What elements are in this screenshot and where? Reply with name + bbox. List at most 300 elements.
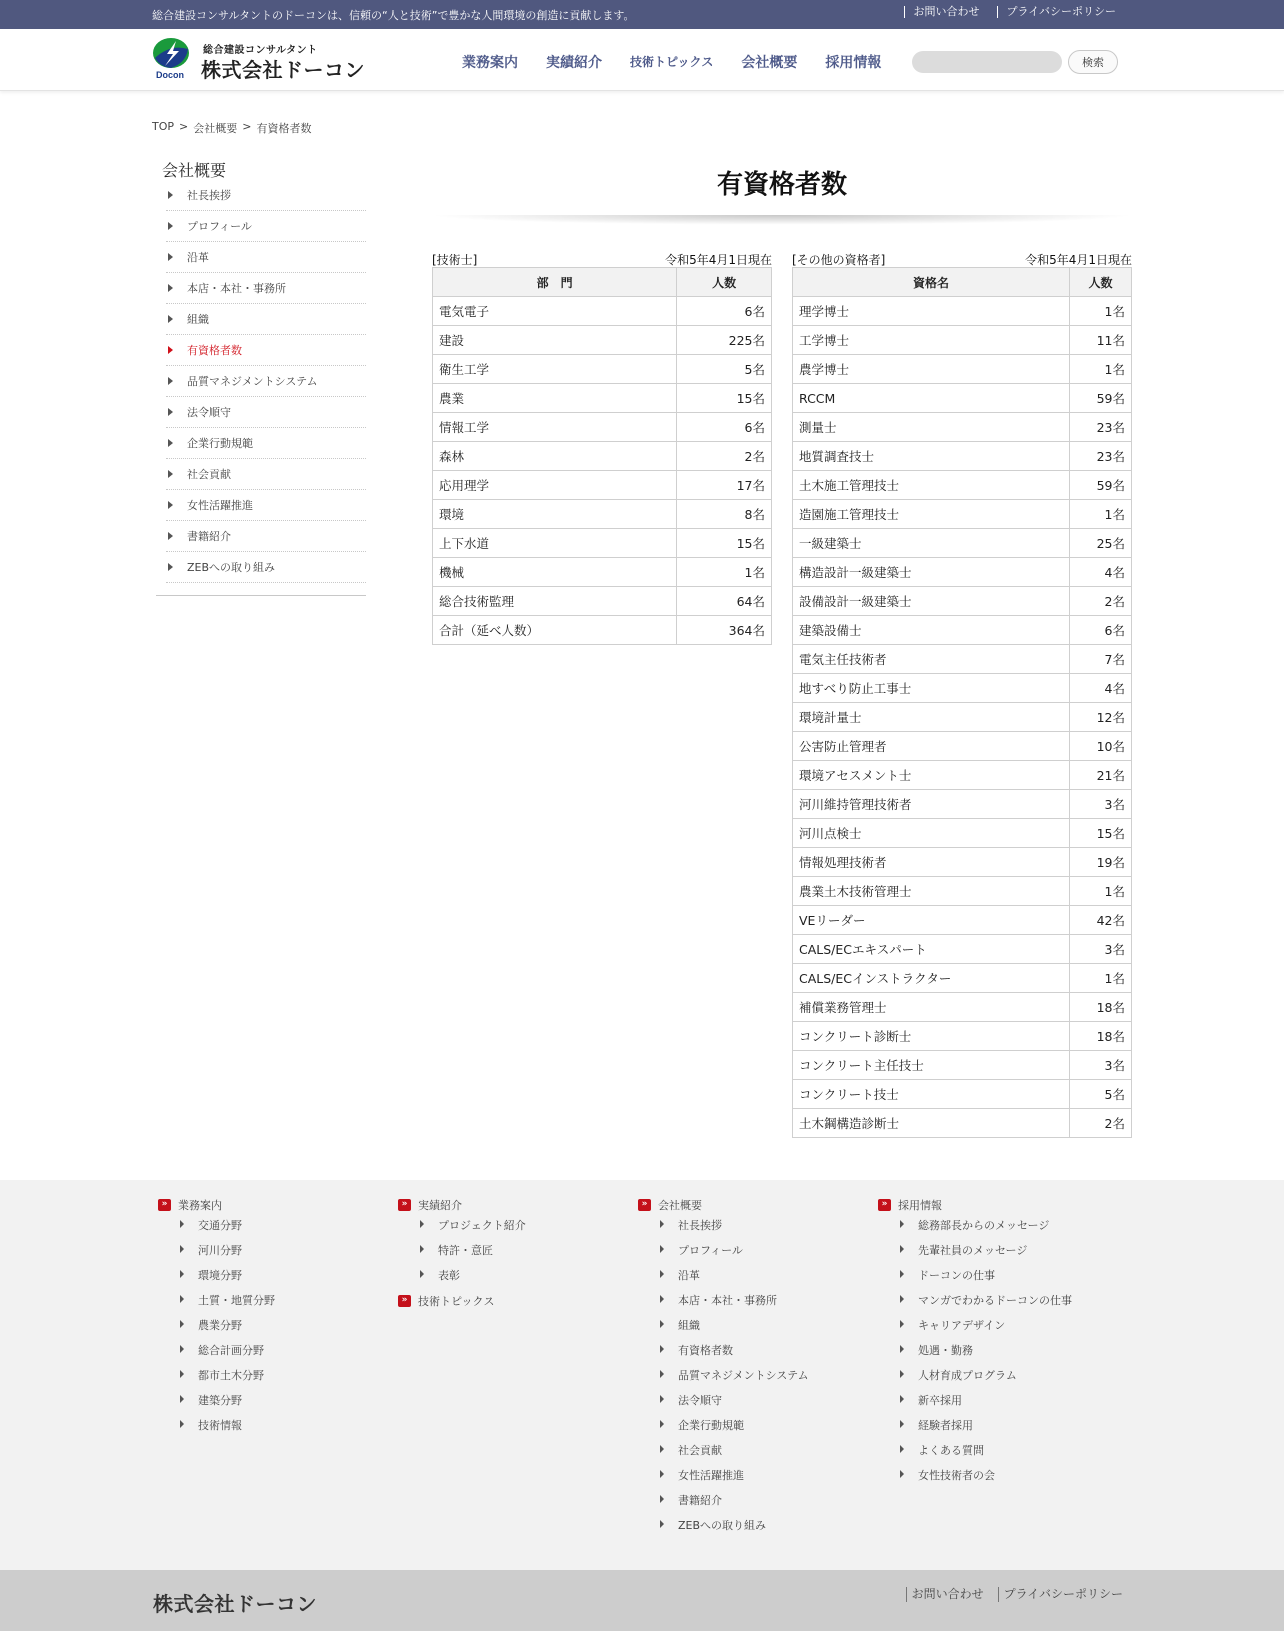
- qualification-name-cell: 環境アセスメント士: [793, 761, 1070, 790]
- sidebar-item[interactable]: [166, 273, 366, 304]
- qualification-name-cell: 構造設計一級建築士: [793, 558, 1070, 587]
- sitemap-heading-label: 採用情報: [898, 1199, 942, 1212]
- table-row: [793, 674, 1132, 703]
- sitemap-link[interactable]: [878, 1344, 1098, 1369]
- site-tagline: 総合建設コンサルタントのドーコンは、信頼の“人と技術”で豊かな人間環境の創造に貢献します。: [152, 9, 635, 22]
- caret-right-icon: [900, 1420, 904, 1428]
- column-header: 部 門: [433, 268, 677, 297]
- sitemap-link[interactable]: [158, 1294, 378, 1319]
- sitemap-link[interactable]: [638, 1494, 858, 1519]
- caret-right-icon: [180, 1370, 184, 1378]
- caret-right-icon: [660, 1470, 664, 1478]
- sidebar-item-label: 社長挨拶: [187, 189, 231, 202]
- sitemap-column: [638, 1199, 858, 1544]
- sitemap-link[interactable]: [878, 1369, 1098, 1394]
- sitemap-heading-label: 会社概要: [658, 1199, 702, 1212]
- qualification-name-cell: 環境: [433, 500, 677, 529]
- sitemap-link[interactable]: [638, 1469, 858, 1494]
- sitemap-link-label: 土質・地質分野: [198, 1294, 275, 1307]
- sitemap-link-label: プロジェクト紹介: [438, 1219, 526, 1232]
- logo-mark-text: Docon: [156, 70, 184, 80]
- sidebar-item[interactable]: [166, 366, 366, 397]
- sitemap-link[interactable]: [878, 1419, 1098, 1444]
- sitemap-link-label: 企業行動規範: [678, 1419, 744, 1432]
- table-row: [793, 645, 1132, 674]
- caret-right-icon: [900, 1320, 904, 1328]
- headcount-cell: 25名: [1070, 529, 1132, 558]
- caret-right-icon: [168, 191, 173, 199]
- table-row: [433, 384, 772, 413]
- sidebar: [152, 158, 368, 596]
- sitemap-heading[interactable]: [158, 1199, 378, 1213]
- sidebar-title: 会社概要: [162, 161, 227, 180]
- headcount-cell: 1名: [1070, 355, 1132, 384]
- caret-right-icon: [660, 1520, 664, 1528]
- sitemap-link-label: ZEBへの取り組み: [678, 1519, 767, 1532]
- table-row: [433, 442, 772, 471]
- table-row: [793, 877, 1132, 906]
- sitemap-link-label: 組織: [678, 1319, 700, 1332]
- qualification-name-cell: 情報処理技術者: [793, 848, 1070, 877]
- other-qualification-table: [792, 267, 1132, 1138]
- sitemap-link[interactable]: [638, 1219, 858, 1244]
- caret-right-icon: [168, 532, 173, 540]
- headcount-cell: 1名: [1070, 500, 1132, 529]
- sitemap-link-label: 社長挨拶: [678, 1219, 722, 1232]
- caret-right-icon: [420, 1220, 424, 1228]
- table-row: [793, 471, 1132, 500]
- headcount-cell: 1名: [1070, 964, 1132, 993]
- nav-tech-topics[interactable]: 技術トピックス: [630, 55, 714, 69]
- sitemap-heading-label: 業務案内: [178, 1199, 222, 1212]
- top-links: [896, 6, 1125, 18]
- qualification-name-cell: 一級建築士: [793, 529, 1070, 558]
- headcount-cell: 3名: [1070, 1051, 1132, 1080]
- qualification-name-cell: 上下水道: [433, 529, 677, 558]
- sitemap-link-label: 河川分野: [198, 1244, 242, 1257]
- table-row: [793, 558, 1132, 587]
- table-row: [793, 413, 1132, 442]
- caret-right-icon: [900, 1220, 904, 1228]
- headcount-cell: 15名: [677, 529, 772, 558]
- sidebar-item[interactable]: [166, 428, 366, 459]
- breadcrumb-current: 有資格者数: [256, 122, 312, 135]
- caret-right-icon: [900, 1445, 904, 1453]
- sitemap-link[interactable]: [158, 1419, 378, 1444]
- sitemap-link[interactable]: [638, 1269, 858, 1294]
- caret-right-icon: [420, 1245, 424, 1253]
- column-header: 人数: [1070, 268, 1132, 297]
- title-underline-shadow: [432, 215, 1132, 229]
- sitemap-heading[interactable]: [398, 1199, 618, 1213]
- sidebar-divider: [156, 583, 366, 596]
- caret-right-icon: [180, 1245, 184, 1253]
- caret-right-icon: [168, 222, 173, 230]
- table-row: [793, 297, 1132, 326]
- footer-sitemap: [0, 1180, 1284, 1570]
- table-row: [793, 935, 1132, 964]
- caret-right-icon: [660, 1345, 664, 1353]
- double-chevron-icon: »: [398, 1199, 411, 1211]
- caret-right-icon: [660, 1245, 664, 1253]
- qualification-name-cell: 公害防止管理者: [793, 732, 1070, 761]
- qualification-name-cell: 理学博士: [793, 297, 1070, 326]
- table-row: [793, 1080, 1132, 1109]
- headcount-cell: 4名: [1070, 558, 1132, 587]
- table-row: [793, 1109, 1132, 1138]
- table-row: [433, 529, 772, 558]
- qualification-name-cell: RCCM: [793, 384, 1070, 413]
- table-row: [793, 355, 1132, 384]
- nav-recruit[interactable]: 採用情報: [825, 55, 882, 71]
- breadcrumb-separator: >: [179, 120, 189, 133]
- sitemap-link-label: ドーコンの仕事: [918, 1269, 995, 1282]
- sitemap-link[interactable]: [638, 1244, 858, 1269]
- sitemap-link[interactable]: [158, 1369, 378, 1394]
- caret-right-icon: [660, 1295, 664, 1303]
- column-header: 資格名: [793, 268, 1070, 297]
- table-row: [433, 326, 772, 355]
- sitemap-link[interactable]: [398, 1219, 618, 1244]
- search-input[interactable]: [912, 51, 1062, 73]
- caret-right-icon: [180, 1270, 184, 1278]
- caret-right-icon: [660, 1370, 664, 1378]
- table-row: [433, 413, 772, 442]
- caret-right-icon: [900, 1345, 904, 1353]
- sitemap-heading[interactable]: [398, 1295, 618, 1309]
- table-row: [793, 848, 1132, 877]
- column-header: 人数: [677, 268, 772, 297]
- sidebar-item-label: 女性活躍推進: [187, 499, 253, 512]
- sitemap-link-label: 先輩社員のメッセージ: [918, 1244, 1028, 1257]
- sitemap-link[interactable]: [878, 1269, 1098, 1294]
- table-row: [793, 529, 1132, 558]
- sitemap-heading[interactable]: [638, 1199, 858, 1213]
- footer-bar: [0, 1570, 1284, 1631]
- headcount-cell: 64名: [677, 587, 772, 616]
- sitemap-heading-label: 実績紹介: [418, 1199, 462, 1212]
- headcount-cell: 6名: [677, 297, 772, 326]
- qualification-name-cell: 河川維持管理技術者: [793, 790, 1070, 819]
- sitemap-link[interactable]: [158, 1269, 378, 1294]
- qualification-name-cell: 補償業務管理士: [793, 993, 1070, 1022]
- caret-right-icon: [660, 1320, 664, 1328]
- sitemap-link[interactable]: [158, 1319, 378, 1344]
- table-row: [793, 326, 1132, 355]
- qualification-name-cell: 農学博士: [793, 355, 1070, 384]
- headcount-cell: 1名: [1070, 877, 1132, 906]
- qualification-name-cell: 地すべり防止工事士: [793, 674, 1070, 703]
- caret-right-icon: [180, 1295, 184, 1303]
- sitemap-link-label: 総合計画分野: [198, 1344, 264, 1357]
- qualification-name-cell: 衛生工学: [433, 355, 677, 384]
- sidebar-item-label: 有資格者数: [187, 344, 242, 357]
- sitemap-link[interactable]: [158, 1394, 378, 1419]
- table-row: [793, 1051, 1132, 1080]
- caret-right-icon: [168, 439, 173, 447]
- caret-right-icon: [660, 1270, 664, 1278]
- headcount-cell: 18名: [1070, 993, 1132, 1022]
- headcount-cell: 23名: [1070, 413, 1132, 442]
- table-row: [433, 558, 772, 587]
- caret-right-icon: [660, 1445, 664, 1453]
- headcount-cell: 17名: [677, 471, 772, 500]
- sitemap-link-label: よくある質問: [918, 1444, 984, 1457]
- qualification-name-cell: CALS/ECエキスパート: [793, 935, 1070, 964]
- caret-right-icon: [180, 1345, 184, 1353]
- sitemap-link-label: マンガでわかるドーコンの仕事: [918, 1294, 1072, 1307]
- qualification-name-cell: 設備設計一級建築士: [793, 587, 1070, 616]
- headcount-cell: 2名: [1070, 587, 1132, 616]
- sitemap-link-label: 社会貢献: [678, 1444, 722, 1457]
- qualification-name-cell: 土木施工管理技士: [793, 471, 1070, 500]
- sidebar-item-label: 企業行動規範: [187, 437, 253, 450]
- headcount-cell: 59名: [1070, 471, 1132, 500]
- table-row: [793, 1022, 1132, 1051]
- top-link-privacy[interactable]: プライバシーポリシー: [997, 6, 1125, 18]
- caret-right-icon: [660, 1495, 664, 1503]
- qualification-name-cell: 応用理学: [433, 471, 677, 500]
- headcount-cell: 23名: [1070, 442, 1132, 471]
- qualification-name-cell: 情報工学: [433, 413, 677, 442]
- sitemap-link-label: キャリアデザイン: [918, 1319, 1006, 1332]
- nav-works[interactable]: 実績紹介: [546, 55, 602, 71]
- caret-right-icon: [900, 1470, 904, 1478]
- caret-right-icon: [168, 253, 173, 261]
- sitemap-link[interactable]: [158, 1244, 378, 1269]
- headcount-cell: 2名: [1070, 1109, 1132, 1138]
- sitemap-link-label: 農業分野: [198, 1319, 242, 1332]
- sitemap-link[interactable]: [878, 1219, 1098, 1244]
- table-row: [793, 761, 1132, 790]
- sitemap-link-label: 品質マネジメントシステム: [678, 1369, 809, 1382]
- headcount-cell: 3名: [1070, 935, 1132, 964]
- sidebar-item[interactable]: [166, 552, 366, 583]
- table-date: 令和5年4月1日現在: [1025, 253, 1132, 267]
- sitemap-link[interactable]: [878, 1469, 1098, 1494]
- sidebar-item[interactable]: [166, 397, 366, 428]
- caret-right-icon: [168, 377, 173, 385]
- table-row: [793, 993, 1132, 1022]
- sidebar-list: [152, 180, 368, 583]
- breadcrumb-top[interactable]: TOP: [152, 120, 175, 133]
- table-row: [793, 442, 1132, 471]
- sitemap-link-label: 有資格者数: [678, 1344, 733, 1357]
- caret-right-icon: [168, 470, 173, 478]
- caret-right-icon: [168, 408, 173, 416]
- headcount-cell: 19名: [1070, 848, 1132, 877]
- sidebar-item-label: 社会貢献: [187, 468, 231, 481]
- sitemap-link[interactable]: [638, 1344, 858, 1369]
- sitemap-link[interactable]: [638, 1319, 858, 1344]
- sitemap-link[interactable]: [878, 1244, 1098, 1269]
- qualification-name-cell: 工学博士: [793, 326, 1070, 355]
- qualification-name-cell: 農業土木技術管理士: [793, 877, 1070, 906]
- caret-right-icon: [168, 563, 173, 571]
- qualification-name-cell: 電気電子: [433, 297, 677, 326]
- sitemap-link[interactable]: [878, 1444, 1098, 1469]
- nav-business[interactable]: 業務案内: [462, 55, 518, 71]
- qualification-name-cell: コンクリート技士: [793, 1080, 1070, 1109]
- table-row: [433, 471, 772, 500]
- sitemap-link[interactable]: [638, 1519, 858, 1544]
- search-button[interactable]: 検索: [1068, 50, 1118, 74]
- headcount-cell: 10名: [1070, 732, 1132, 761]
- sitemap-link-label: 建築分野: [198, 1394, 242, 1407]
- table-row: [433, 355, 772, 384]
- table-row: [793, 964, 1132, 993]
- table-row: [793, 587, 1132, 616]
- qualification-name-cell: 機械: [433, 558, 677, 587]
- sitemap-link[interactable]: [638, 1444, 858, 1469]
- sitemap-link[interactable]: [638, 1369, 858, 1394]
- qualification-name-cell: 合計（延べ人数）: [433, 616, 677, 645]
- sitemap-link-label: 交通分野: [198, 1219, 242, 1232]
- headcount-cell: 18名: [1070, 1022, 1132, 1051]
- headcount-cell: 2名: [677, 442, 772, 471]
- sitemap-link[interactable]: [398, 1244, 618, 1269]
- sitemap-link[interactable]: [878, 1294, 1098, 1319]
- global-nav: [462, 52, 909, 72]
- qualification-name-cell: 環境計量士: [793, 703, 1070, 732]
- docon-logo-icon: [152, 38, 190, 70]
- sidebar-item-label: 品質マネジメントシステム: [187, 375, 318, 388]
- caret-right-icon: [168, 501, 173, 509]
- table-row: [793, 790, 1132, 819]
- sitemap-link-label: 環境分野: [198, 1269, 242, 1282]
- sitemap-link[interactable]: [638, 1294, 858, 1319]
- sidebar-item[interactable]: [166, 180, 366, 211]
- breadcrumb-company[interactable]: 会社概要: [193, 122, 238, 135]
- engineer-table: [432, 267, 772, 645]
- caret-right-icon: [660, 1220, 664, 1228]
- caret-right-icon: [900, 1245, 904, 1253]
- double-chevron-icon: »: [878, 1199, 891, 1211]
- nav-company[interactable]: 会社概要: [741, 55, 798, 71]
- headcount-cell: 59名: [1070, 384, 1132, 413]
- qualification-name-cell: VEリーダー: [793, 906, 1070, 935]
- table-row: [793, 906, 1132, 935]
- sidebar-item[interactable]: [166, 490, 366, 521]
- sidebar-item-label: プロフィール: [187, 220, 252, 233]
- sitemap-link[interactable]: [878, 1319, 1098, 1344]
- table-date: 令和5年4月1日現在: [665, 253, 772, 267]
- qualification-name-cell: 建築設備士: [793, 616, 1070, 645]
- sitemap-link[interactable]: [398, 1269, 618, 1294]
- headcount-cell: 12名: [1070, 703, 1132, 732]
- sidebar-item[interactable]: [166, 304, 366, 335]
- caret-right-icon: [900, 1295, 904, 1303]
- qualification-name-cell: 電気主任技術者: [793, 645, 1070, 674]
- qualification-name-cell: 森林: [433, 442, 677, 471]
- caret-right-icon: [660, 1420, 664, 1428]
- sitemap-link-label: 人材育成プログラム: [918, 1369, 1017, 1382]
- table-row: [793, 500, 1132, 529]
- headcount-cell: 6名: [677, 413, 772, 442]
- table-row: [793, 732, 1132, 761]
- headcount-cell: 15名: [1070, 819, 1132, 848]
- caret-right-icon: [168, 346, 173, 354]
- sitemap-link[interactable]: [638, 1419, 858, 1444]
- sidebar-item[interactable]: [166, 211, 366, 242]
- sidebar-item-label: 本店・本社・事務所: [187, 282, 286, 295]
- caret-right-icon: [180, 1395, 184, 1403]
- qualification-name-cell: 総合技術監理: [433, 587, 677, 616]
- double-chevron-icon: »: [398, 1295, 411, 1307]
- other-qualification-table-section: [792, 249, 1132, 1138]
- sitemap-link-label: 書籍紹介: [678, 1494, 722, 1507]
- sitemap-column: [398, 1199, 618, 1315]
- caret-right-icon: [180, 1420, 184, 1428]
- headcount-cell: 364名: [677, 616, 772, 645]
- sidebar-item[interactable]: [166, 521, 366, 552]
- table-row: [793, 384, 1132, 413]
- sidebar-item-label: ZEBへの取り組み: [187, 561, 276, 574]
- qualification-name-cell: コンクリート診断士: [793, 1022, 1070, 1051]
- qualification-name-cell: 土木鋼構造診断士: [793, 1109, 1070, 1138]
- qualification-name-cell: 河川点検士: [793, 819, 1070, 848]
- top-link-contact[interactable]: お問い合わせ: [904, 6, 989, 18]
- headcount-cell: 7名: [1070, 645, 1132, 674]
- caret-right-icon: [168, 284, 173, 292]
- sitemap-heading[interactable]: [878, 1199, 1098, 1213]
- headcount-cell: 1名: [677, 558, 772, 587]
- caret-right-icon: [180, 1320, 184, 1328]
- headcount-cell: 4名: [1070, 674, 1132, 703]
- table-row: [793, 616, 1132, 645]
- qualification-name-cell: 農業: [433, 384, 677, 413]
- sidebar-item-label: 法令順守: [187, 406, 231, 419]
- headcount-cell: 5名: [1070, 1080, 1132, 1109]
- sitemap-link[interactable]: [638, 1394, 858, 1419]
- footer-logo[interactable]: 株式会社ドーコン: [153, 1592, 317, 1616]
- sitemap-column: [878, 1199, 1098, 1494]
- sidebar-item[interactable]: [166, 242, 366, 273]
- caret-right-icon: [900, 1270, 904, 1278]
- caret-right-icon: [420, 1270, 424, 1278]
- qualification-name-cell: 測量士: [793, 413, 1070, 442]
- sidebar-item[interactable]: [166, 335, 366, 366]
- top-bar: [0, 0, 1284, 29]
- sitemap-link[interactable]: [158, 1344, 378, 1369]
- sitemap-heading-label: 技術トピックス: [418, 1295, 495, 1308]
- headcount-cell: 15名: [677, 384, 772, 413]
- sitemap-link-label: 経験者採用: [918, 1419, 973, 1432]
- footer-link-contact[interactable]: お問い合わせ: [906, 1587, 984, 1602]
- table-row: [433, 500, 772, 529]
- sitemap-link-label: 総務部長からのメッセージ: [918, 1219, 1050, 1232]
- table-row: [433, 587, 772, 616]
- site-logo[interactable]: [152, 38, 372, 82]
- sitemap-link[interactable]: [878, 1394, 1098, 1419]
- qualification-name-cell: コンクリート主任技士: [793, 1051, 1070, 1080]
- double-chevron-icon: »: [158, 1199, 171, 1211]
- sidebar-item-label: 書籍紹介: [187, 530, 231, 543]
- breadcrumb: [152, 120, 311, 136]
- footer-link-privacy[interactable]: プライバシーポリシー: [998, 1587, 1123, 1602]
- table-row: [433, 616, 772, 645]
- breadcrumb-separator: >: [242, 120, 252, 133]
- sitemap-link-label: 女性活躍推進: [678, 1469, 744, 1482]
- sitemap-link-label: プロフィール: [678, 1244, 743, 1257]
- caret-right-icon: [900, 1395, 904, 1403]
- sitemap-link[interactable]: [158, 1219, 378, 1244]
- logo-company-name: 株式会社ドーコン: [201, 58, 365, 82]
- sidebar-item[interactable]: [166, 459, 366, 490]
- engineer-table-section: [432, 249, 772, 645]
- sitemap-link-label: 都市土木分野: [198, 1369, 264, 1382]
- headcount-cell: 3名: [1070, 790, 1132, 819]
